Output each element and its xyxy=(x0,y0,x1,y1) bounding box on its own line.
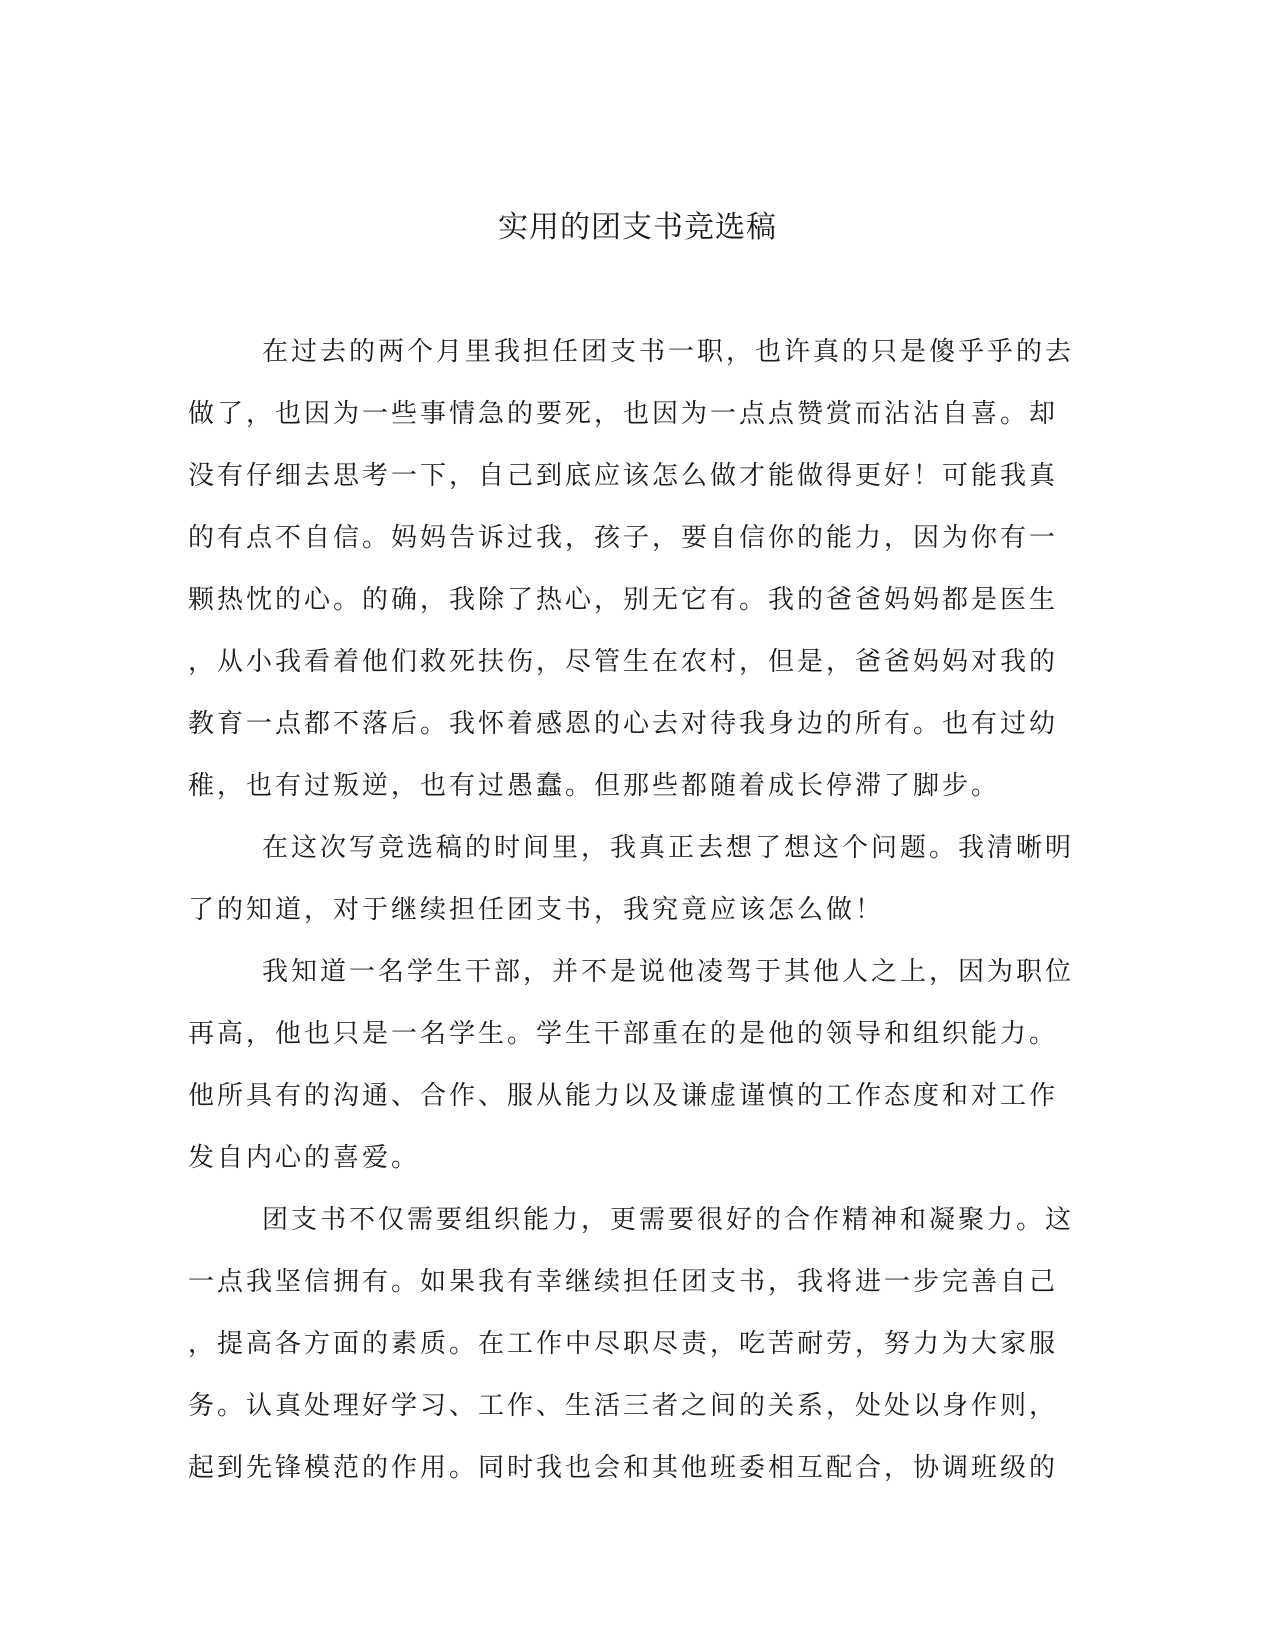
text-line: 一点我坚信拥有。如果我有幸继续担任团支书，我将进一步完善自己 xyxy=(188,1267,1059,1297)
text-line: 在过去的两个月里我担任团支书一职，也许真的只是傻乎乎的去 xyxy=(262,337,1075,367)
text-line: ，提高各方面的素质。在工作中尽职尽责，吃苦耐劳，努力为大家服 xyxy=(188,1329,1059,1359)
text-line: 务。认真处理好学习、工作、生活三者之间的关系，处处以身作则， xyxy=(188,1391,1059,1421)
text-line: 了的知道，对于继续担任团支书，我究竟应该怎么做！ xyxy=(188,895,885,925)
document-title: 实用的团支书竞选稿 xyxy=(498,210,777,245)
text-line: 稚，也有过叛逆，也有过愚蠢。但那些都随着成长停滞了脚步。 xyxy=(188,771,1001,801)
text-line: 团支书不仅需要组织能力，更需要很好的合作精神和凝聚力。这 xyxy=(262,1205,1075,1235)
text-line: 他所具有的沟通、合作、服从能力以及谦虚谨慎的工作态度和对工作 xyxy=(188,1081,1059,1111)
text-line: 起到先锋模范的作用。同时我也会和其他班委相互配合，协调班级的 xyxy=(188,1453,1059,1483)
text-line: 教育一点都不落后。我怀着感恩的心去对待我身边的所有。也有过幼 xyxy=(188,709,1059,739)
text-line: 在这次写竞选稿的时间里，我真正去想了想这个问题。我清晰明 xyxy=(262,833,1075,863)
text-line: 的有点不自信。妈妈告诉过我，孩子，要自信你的能力，因为你有一 xyxy=(188,523,1059,553)
text-line: 我知道一名学生干部，并不是说他凌驾于其他人之上，因为职位 xyxy=(262,957,1075,987)
text-line: 颗热忱的心。的确，我除了热心，别无它有。我的爸爸妈妈都是医生 xyxy=(188,585,1059,615)
text-line: 再高，他也只是一名学生。学生干部重在的是他的领导和组织能力。 xyxy=(188,1019,1059,1049)
text-line: 没有仔细去思考一下，自己到底应该怎么做才能做得更好！可能我真 xyxy=(188,461,1059,491)
text-line: ，从小我看着他们救死扶伤，尽管生在农村，但是，爸爸妈妈对我的 xyxy=(188,647,1059,677)
document-body xyxy=(188,330,1075,1508)
text-line: 做了，也因为一些事情急的要死，也因为一点点赞赏而沾沾自喜。却 xyxy=(188,399,1059,429)
text-line: 发自内心的喜爱。 xyxy=(188,1143,421,1173)
